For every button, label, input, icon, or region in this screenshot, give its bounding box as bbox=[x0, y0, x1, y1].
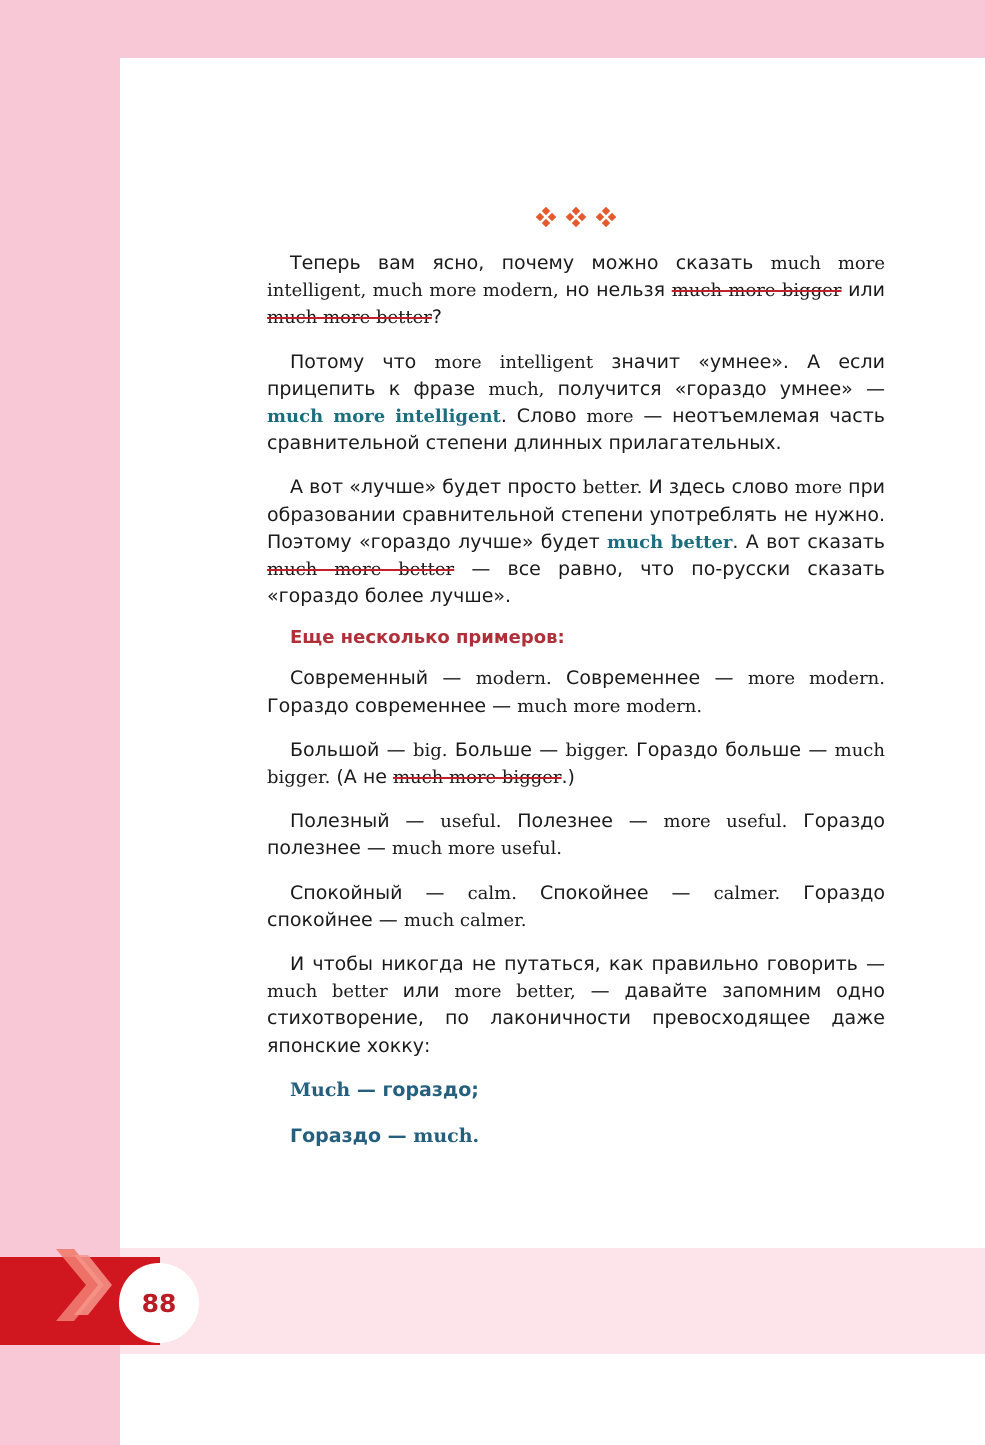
poem-line-2 bbox=[290, 1123, 885, 1150]
english-phrase: much better bbox=[267, 981, 388, 1003]
english-phrase: much, bbox=[488, 378, 545, 400]
example-useful bbox=[267, 808, 885, 862]
english-phrase: calm. bbox=[467, 882, 517, 904]
poem-line-1 bbox=[290, 1077, 885, 1104]
text-run: Полезный — bbox=[290, 810, 441, 833]
english-phrase: better. bbox=[582, 477, 643, 499]
text-run: А вот «лучше» будет просто bbox=[290, 476, 583, 499]
highlighted-phrase: much better bbox=[607, 531, 733, 553]
english-phrase: much more useful. bbox=[391, 838, 563, 860]
text-run: .) bbox=[561, 766, 575, 789]
text-run: . Слово bbox=[500, 405, 587, 428]
english-phrase: more bbox=[794, 477, 843, 499]
text-run: ? bbox=[431, 306, 442, 329]
page-number: 88 bbox=[119, 1263, 199, 1343]
english-phrase: more intelligent bbox=[434, 351, 594, 373]
double-chevron-icon bbox=[52, 1249, 114, 1321]
example-modern bbox=[267, 665, 885, 719]
text-run: Гораздо современнее — bbox=[267, 694, 518, 717]
text-run: Полезнее — bbox=[501, 810, 664, 833]
footer-band bbox=[120, 1248, 985, 1354]
text-run: И чтобы никогда не путаться, как правильно говорить — bbox=[290, 953, 885, 976]
text-run: Гораздо больше — bbox=[628, 738, 835, 761]
english-phrase: useful. bbox=[440, 811, 502, 833]
paragraph-3 bbox=[267, 474, 885, 610]
section-heading: Еще несколько примеров: bbox=[290, 627, 565, 649]
text-run: Гораздо полезнее — bbox=[267, 810, 885, 860]
text-run: Гораздо — bbox=[290, 1124, 414, 1147]
english-phrase: bigger. bbox=[565, 739, 629, 761]
english-phrase: much more intelligent, much more modern, bbox=[267, 253, 886, 302]
text-run: — неотъемлемая часть сравнительной степени длинных прилагательных. bbox=[267, 405, 885, 455]
text-run: . А вот сказать bbox=[732, 530, 885, 553]
text-run: — все равно, что по-русски сказать «гораздо более лучше». bbox=[267, 558, 885, 608]
paragraph-2 bbox=[267, 349, 885, 458]
text-run: Теперь вам ясно, почему можно сказать bbox=[290, 252, 771, 274]
text-run: получится «гораздо умнее» — bbox=[544, 377, 885, 400]
text-run: Спокойный — bbox=[290, 881, 468, 904]
text-run: (А не bbox=[330, 766, 393, 789]
wrong-phrase: much more better bbox=[267, 307, 432, 329]
english-phrase: more modern. bbox=[747, 668, 885, 690]
text-run: при образовании сравнительной степени употреблять не нужно. Поэтому «гораздо лучше» будет bbox=[267, 476, 886, 553]
text-run: Современный — bbox=[290, 667, 476, 690]
english-phrase: much more modern. bbox=[517, 695, 703, 717]
paragraph-1 bbox=[267, 250, 885, 332]
left-margin-band bbox=[0, 0, 120, 1445]
english-phrase: much. bbox=[413, 1124, 480, 1147]
ornament-icon bbox=[536, 205, 616, 229]
wrong-phrase: much more bigger bbox=[671, 280, 842, 302]
text-run: — давайте запомним одно стихотворение, по лаконичности превосходящее даже японские хокку: bbox=[267, 980, 885, 1057]
english-phrase: more better, bbox=[454, 981, 576, 1003]
text-run: значит «умнее». А если прицепить к фразе bbox=[267, 350, 886, 400]
text-run: Потому что bbox=[290, 350, 435, 373]
top-margin-band bbox=[0, 0, 985, 58]
highlighted-phrase: much more intelligent bbox=[267, 406, 501, 428]
english-phrase: modern. bbox=[475, 668, 552, 690]
english-phrase: much calmer. bbox=[403, 909, 527, 931]
english-phrase: calmer. bbox=[713, 882, 781, 904]
paragraph-poem-intro bbox=[267, 951, 885, 1060]
text-run: — гораздо; bbox=[350, 1078, 479, 1101]
english-phrase: much bigger. bbox=[267, 739, 885, 789]
text-run: Больше — bbox=[447, 738, 566, 761]
example-big bbox=[267, 737, 885, 791]
text-run: Большой — bbox=[290, 738, 413, 761]
english-phrase: big. bbox=[412, 739, 448, 761]
wrong-phrase: much more bigger bbox=[392, 767, 562, 789]
english-phrase: Much bbox=[290, 1078, 351, 1101]
wrong-phrase: much more better bbox=[267, 559, 455, 581]
text-run: или bbox=[387, 980, 455, 1003]
example-calm bbox=[267, 880, 885, 934]
text-run: но нельзя bbox=[558, 279, 672, 302]
text-run: Гораздо спокойнее — bbox=[267, 881, 885, 931]
text-run: И здесь слово bbox=[642, 476, 795, 499]
english-phrase: more bbox=[586, 406, 634, 428]
text-run: Спокойнее — bbox=[516, 881, 714, 904]
text-run: Современнее — bbox=[551, 667, 748, 690]
english-phrase: more useful. bbox=[663, 811, 788, 833]
main-text bbox=[267, 250, 885, 1169]
text-run: или bbox=[841, 279, 885, 302]
